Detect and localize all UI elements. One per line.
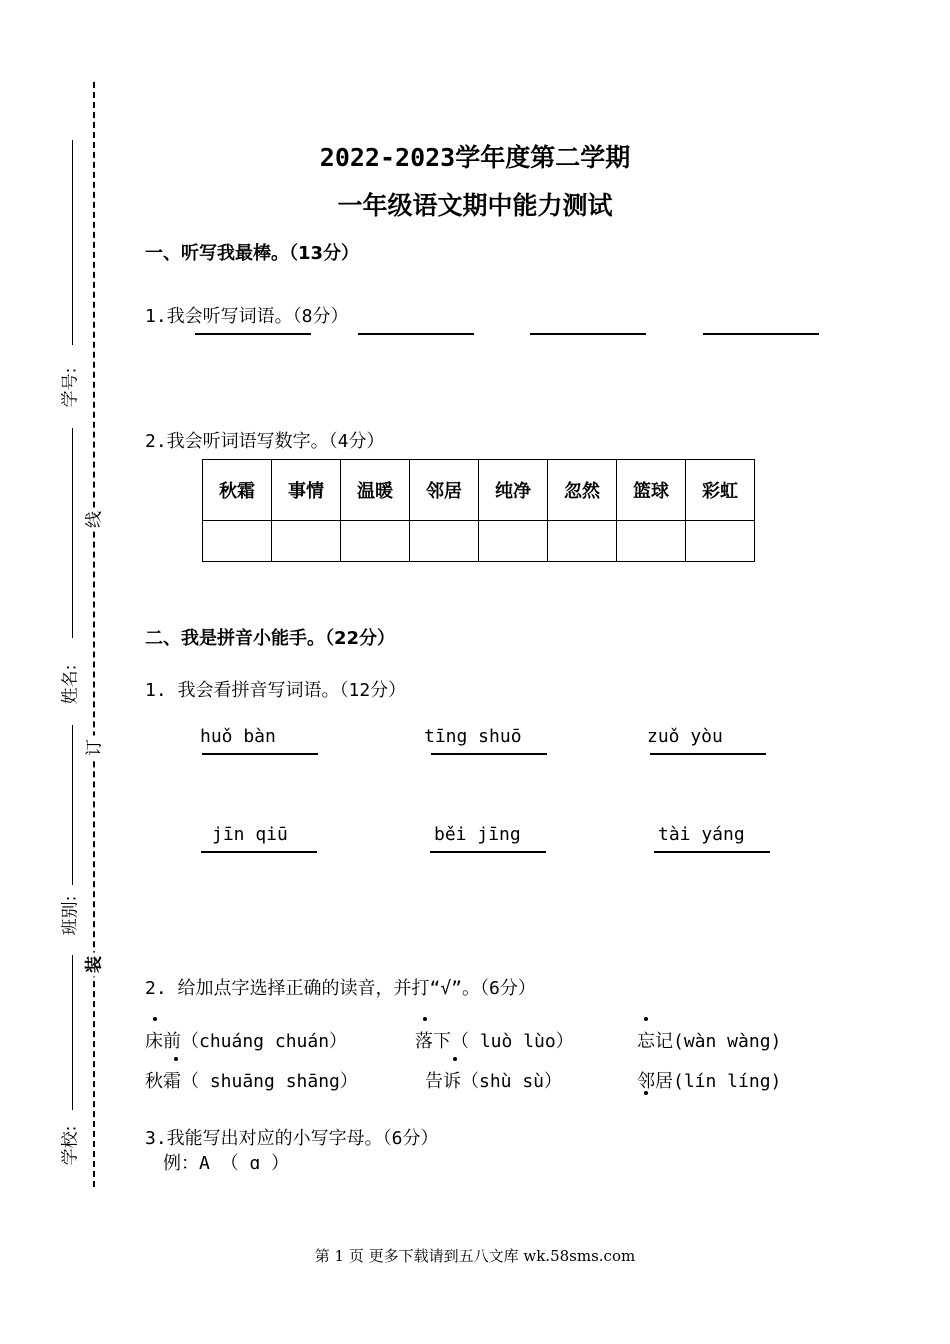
word-cell: 温暖: [341, 460, 410, 521]
word-cell: 篮球: [617, 460, 686, 521]
answer-cell[interactable]: [617, 521, 686, 562]
reading-choice[interactable]: 秋霜（ shuāng shāng）: [145, 1071, 358, 1092]
binding-line-char: 线: [80, 508, 105, 532]
reading-choice[interactable]: 邻居(lín líng): [637, 1071, 782, 1092]
student-no-label: 学号:: [60, 367, 81, 408]
reading-choice[interactable]: 告诉（shù sù）: [425, 1071, 563, 1092]
section1-heading: 一、听写我最棒。（13分）: [145, 243, 360, 264]
binding-ding-char: 订: [80, 736, 105, 760]
page-title-line1: 2022-2023学年度第二学期: [319, 143, 631, 172]
dictation-blank-3[interactable]: [530, 333, 646, 335]
page-footer: 第 1 页 更多下载请到五八文库 wk.58sms.com: [314, 1247, 636, 1265]
word-cell: 忽然: [548, 460, 617, 521]
pinyin-answer-blank[interactable]: [654, 851, 770, 853]
emphasis-dot: [174, 1057, 178, 1061]
pinyin-answer-blank[interactable]: [201, 851, 317, 853]
pinyin-answer-blank[interactable]: [430, 851, 546, 853]
section2-q3: 3.我能写出对应的小写字母。（6分）: [145, 1128, 439, 1149]
section2-heading: 二、我是拼音小能手。（22分）: [145, 628, 396, 649]
pinyin-prompt: tài yáng: [658, 824, 745, 845]
word-cell: 纯净: [479, 460, 548, 521]
reading-choice[interactable]: 忘记(wàn wàng): [637, 1031, 782, 1052]
emphasis-dot: [453, 1057, 457, 1061]
emphasis-dot: [153, 1017, 157, 1021]
class-label: 班别:: [60, 895, 81, 936]
emphasis-dot: [423, 1017, 427, 1021]
word-cell: 彩虹: [686, 460, 755, 521]
emphasis-dot: [644, 1017, 648, 1021]
pinyin-prompt: huǒ bàn: [200, 726, 276, 747]
school-label: 学校:: [60, 1125, 81, 1166]
answer-cell[interactable]: [341, 521, 410, 562]
word-number-table: [202, 459, 755, 562]
pinyin-prompt: zuǒ yòu: [647, 726, 723, 747]
pinyin-answer-blank[interactable]: [202, 753, 318, 755]
pinyin-prompt: běi jīng: [434, 824, 521, 845]
dictation-blank-1[interactable]: [195, 333, 311, 335]
binding-zhuang-char: 装: [80, 953, 105, 977]
section2-q1: 1. 我会看拼音写词语。（12分）: [145, 680, 407, 701]
reading-choice[interactable]: 床前（chuáng chuán）: [145, 1031, 348, 1052]
binding-dashed-line: [93, 82, 95, 1187]
letter-example: 例：A （ ɑ ）: [163, 1153, 290, 1174]
answer-cell[interactable]: [548, 521, 617, 562]
word-cell: 邻居: [410, 460, 479, 521]
page-title-line2: 一年级语文期中能力测试: [337, 191, 613, 220]
reading-choice[interactable]: 落下（ luò lùo）: [415, 1031, 574, 1052]
dictation-blank-4[interactable]: [703, 333, 819, 335]
class-underline: [72, 725, 73, 885]
answer-cell[interactable]: [203, 521, 272, 562]
school-underline: [72, 955, 73, 1110]
pinyin-prompt: tīng shuō: [424, 726, 522, 747]
pinyin-answer-blank[interactable]: [431, 753, 547, 755]
pinyin-answer-blank[interactable]: [650, 753, 766, 755]
answer-cell[interactable]: [272, 521, 341, 562]
answer-cell[interactable]: [479, 521, 548, 562]
word-cell: 事情: [272, 460, 341, 521]
section1-q2: 2.我会听词语写数字。（4分）: [145, 431, 385, 452]
name-underline: [72, 428, 73, 638]
answer-cell[interactable]: [410, 521, 479, 562]
pinyin-prompt: jīn qiū: [212, 824, 288, 845]
name-label: 姓名:: [60, 664, 81, 705]
section2-q2: 2. 给加点字选择正确的读音，并打“√”。（6分）: [145, 978, 536, 999]
section1-q1: 1.我会听写词语。（8分）: [145, 306, 349, 327]
dictation-blank-2[interactable]: [358, 333, 474, 335]
answer-cell[interactable]: [686, 521, 755, 562]
word-cell: 秋霜: [203, 460, 272, 521]
